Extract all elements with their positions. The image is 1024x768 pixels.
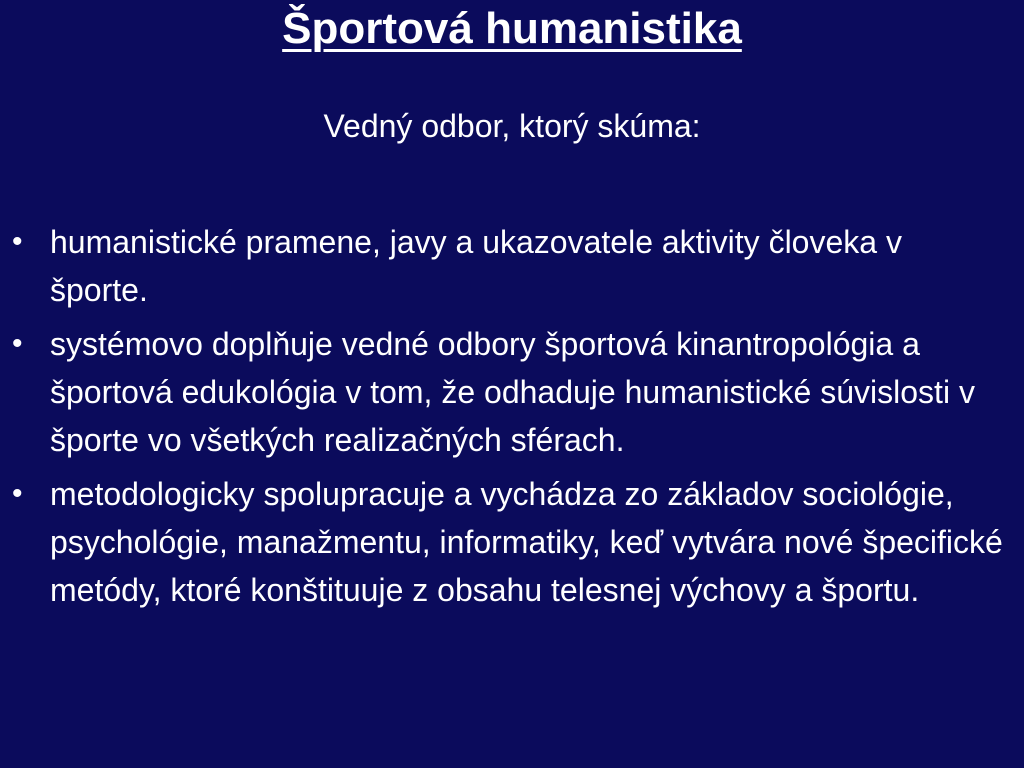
bullet-list [0,218,1024,620]
bullet-item [0,320,1024,464]
slide-title: Športová humanistika [282,4,742,53]
bullet-icon: • [12,327,23,360]
bullet-item [0,470,1024,614]
bullet-text: metodologicky spolupracuje a vychádza zo základov sociológie, psychológie, manažmentu, informatiky, keď vytvára nové špecifické metódy, ktoré konštituuje z obsahu telesnej výchovy a športu. [50,476,1003,608]
bullet-icon: • [12,225,23,258]
slide-subtitle: Vedný odbor, ktorý skúma: [323,108,701,144]
bullet-item [0,218,1024,314]
bullet-text: systémovo doplňuje vedné odbory športová kinantropológia a športová edukológia v tom, že odhaduje humanistické súvislosti v športe vo všetkých realizačných sférach. [50,326,975,458]
bullet-text: humanistické pramene, javy a ukazovatele aktivity človeka v športe. [50,224,902,308]
bullet-icon: • [12,477,23,510]
